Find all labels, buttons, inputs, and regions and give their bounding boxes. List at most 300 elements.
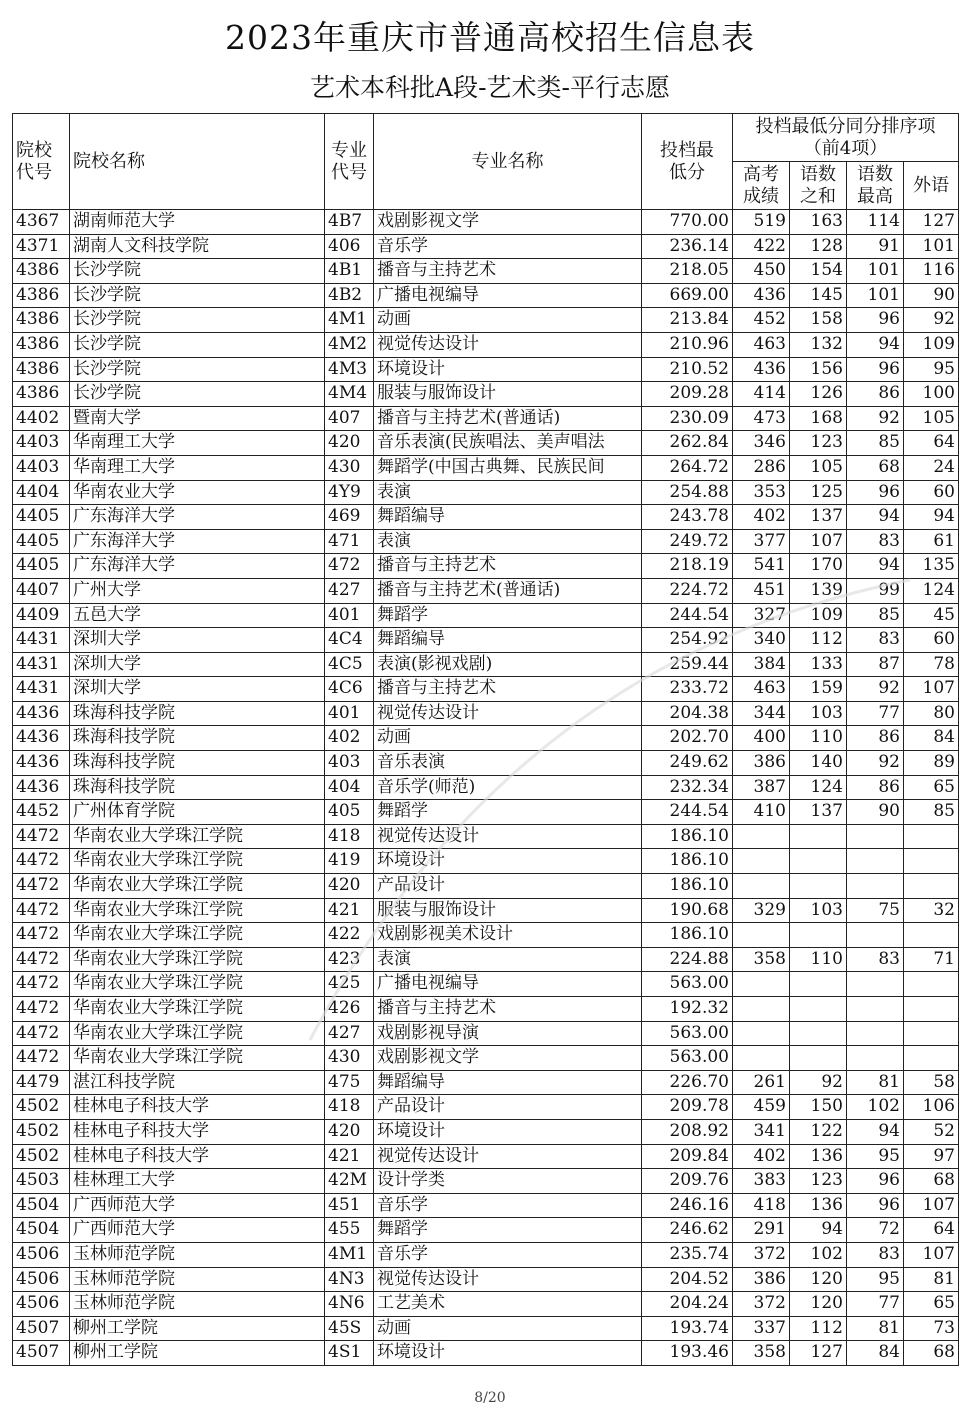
cell-school-name: 华南农业大学珠江学院: [70, 849, 325, 874]
cell-min-score: 235.74: [642, 1242, 733, 1267]
table-row: [13, 357, 959, 382]
cell-min-score: 193.46: [642, 1341, 733, 1366]
cell-major-name: 环境设计: [374, 1119, 642, 1144]
cell-major-name: 舞蹈学: [374, 800, 642, 825]
cell-yushu-max: 81: [847, 1316, 904, 1341]
cell-yushu-max: 92: [847, 677, 904, 702]
cell-school-code: 4431: [13, 628, 70, 653]
cell-major-code: 4M4: [325, 382, 374, 407]
cell-major-code: 420: [325, 1119, 374, 1144]
cell-school-name: 五邑大学: [70, 603, 325, 628]
cell-major-code: 406: [325, 234, 374, 259]
cell-yushu-max: 101: [847, 259, 904, 284]
cell-min-score: 232.34: [642, 775, 733, 800]
cell-major-code: 430: [325, 1046, 374, 1071]
cell-min-score: 563.00: [642, 1046, 733, 1071]
cell-yushu-sum: [790, 923, 847, 948]
table-row: [13, 898, 959, 923]
cell-gaokao: 383: [733, 1169, 790, 1194]
cell-yushu-max: 96: [847, 480, 904, 505]
cell-yushu-max: 77: [847, 1292, 904, 1317]
cell-school-code: 4503: [13, 1169, 70, 1194]
cell-school-code: 4472: [13, 947, 70, 972]
cell-major-name: 戏剧影视导演: [374, 1021, 642, 1046]
cell-yushu-sum: 125: [790, 480, 847, 505]
cell-gaokao: 353: [733, 480, 790, 505]
cell-major-name: 表演: [374, 529, 642, 554]
cell-yushu-sum: 158: [790, 308, 847, 333]
cell-yushu-max: 86: [847, 382, 904, 407]
cell-yushu-sum: 126: [790, 382, 847, 407]
table-row: [13, 800, 959, 825]
table-row: [13, 382, 959, 407]
cell-waiyu: [904, 997, 959, 1022]
cell-min-score: 254.88: [642, 480, 733, 505]
cell-waiyu: 65: [904, 1292, 959, 1317]
cell-major-name: 视觉传达设计: [374, 701, 642, 726]
cell-yushu-sum: 132: [790, 332, 847, 357]
cell-major-code: 4M3: [325, 357, 374, 382]
cell-major-code: 420: [325, 431, 374, 456]
cell-school-name: 长沙学院: [70, 308, 325, 333]
cell-school-code: 4436: [13, 726, 70, 751]
cell-gaokao: 372: [733, 1292, 790, 1317]
cell-major-code: 4C6: [325, 677, 374, 702]
header-major-name: 专业名称: [374, 114, 642, 210]
cell-min-score: 264.72: [642, 455, 733, 480]
table-row: [13, 234, 959, 259]
cell-min-score: 224.88: [642, 947, 733, 972]
cell-yushu-max: 96: [847, 1169, 904, 1194]
cell-school-name: 柳州工学院: [70, 1316, 325, 1341]
cell-yushu-sum: 110: [790, 726, 847, 751]
cell-yushu-max: 83: [847, 628, 904, 653]
cell-yushu-max: 95: [847, 1144, 904, 1169]
cell-gaokao: [733, 1021, 790, 1046]
cell-min-score: 209.78: [642, 1095, 733, 1120]
cell-gaokao: 452: [733, 308, 790, 333]
cell-school-code: 4371: [13, 234, 70, 259]
header-gaokao-text: 高考成绩: [743, 163, 779, 207]
cell-waiyu: 90: [904, 283, 959, 308]
table-row: [13, 677, 959, 702]
cell-waiyu: [904, 1021, 959, 1046]
cell-waiyu: 95: [904, 357, 959, 382]
cell-school-code: 4404: [13, 480, 70, 505]
cell-yushu-max: 96: [847, 308, 904, 333]
cell-waiyu: 52: [904, 1119, 959, 1144]
table-row: [13, 480, 959, 505]
cell-gaokao: 291: [733, 1218, 790, 1243]
cell-yushu-max: [847, 824, 904, 849]
table-row: [13, 1070, 959, 1095]
cell-school-name: 深圳大学: [70, 652, 325, 677]
cell-major-name: 舞蹈编导: [374, 1070, 642, 1095]
cell-major-name: 戏剧影视美术设计: [374, 923, 642, 948]
cell-min-score: 192.32: [642, 997, 733, 1022]
cell-major-code: 430: [325, 455, 374, 480]
cell-yushu-max: [847, 874, 904, 899]
cell-min-score: 186.10: [642, 849, 733, 874]
cell-gaokao: 329: [733, 898, 790, 923]
cell-gaokao: 337: [733, 1316, 790, 1341]
cell-min-score: 186.10: [642, 923, 733, 948]
cell-school-name: 桂林理工大学: [70, 1169, 325, 1194]
cell-school-name: 长沙学院: [70, 259, 325, 284]
cell-min-score: 204.38: [642, 701, 733, 726]
cell-waiyu: 101: [904, 234, 959, 259]
cell-gaokao: 340: [733, 628, 790, 653]
cell-major-code: 420: [325, 874, 374, 899]
cell-yushu-sum: [790, 1046, 847, 1071]
cell-yushu-sum: 139: [790, 578, 847, 603]
cell-min-score: 209.76: [642, 1169, 733, 1194]
cell-yushu-sum: 102: [790, 1242, 847, 1267]
cell-waiyu: 32: [904, 898, 959, 923]
cell-waiyu: 116: [904, 259, 959, 284]
cell-yushu-sum: [790, 874, 847, 899]
cell-yushu-max: 83: [847, 1242, 904, 1267]
cell-yushu-max: 94: [847, 554, 904, 579]
cell-major-name: 产品设计: [374, 1095, 642, 1120]
cell-waiyu: [904, 824, 959, 849]
cell-yushu-max: 81: [847, 1070, 904, 1095]
cell-yushu-max: 92: [847, 751, 904, 776]
table-row: [13, 1046, 959, 1071]
table-row: [13, 529, 959, 554]
cell-school-code: 4504: [13, 1193, 70, 1218]
cell-major-name: 广播电视编导: [374, 283, 642, 308]
cell-major-code: 4Y9: [325, 480, 374, 505]
cell-waiyu: [904, 972, 959, 997]
cell-major-name: 环境设计: [374, 849, 642, 874]
cell-gaokao: 344: [733, 701, 790, 726]
cell-major-name: 动画: [374, 308, 642, 333]
cell-min-score: 249.62: [642, 751, 733, 776]
cell-gaokao: 327: [733, 603, 790, 628]
cell-school-code: 4507: [13, 1341, 70, 1366]
cell-waiyu: 109: [904, 332, 959, 357]
cell-waiyu: 85: [904, 800, 959, 825]
cell-yushu-sum: 168: [790, 406, 847, 431]
cell-yushu-sum: 103: [790, 898, 847, 923]
table-row: [13, 1316, 959, 1341]
cell-yushu-max: 92: [847, 406, 904, 431]
cell-major-code: 405: [325, 800, 374, 825]
header-major-code: [325, 114, 374, 210]
cell-major-code: 4M1: [325, 1242, 374, 1267]
cell-gaokao: 386: [733, 1267, 790, 1292]
cell-yushu-sum: [790, 997, 847, 1022]
table-row: [13, 997, 959, 1022]
cell-min-score: 226.70: [642, 1070, 733, 1095]
cell-yushu-max: [847, 972, 904, 997]
header-tiebreak-text: 投档最低分同分排序项（前4项）: [755, 115, 936, 159]
cell-school-name: 珠海科技学院: [70, 775, 325, 800]
cell-major-code: 4C4: [325, 628, 374, 653]
cell-major-name: 表演: [374, 480, 642, 505]
cell-gaokao: [733, 824, 790, 849]
cell-school-code: 4407: [13, 578, 70, 603]
cell-waiyu: 105: [904, 406, 959, 431]
cell-major-name: 舞蹈学(中国古典舞、民族民间: [374, 455, 642, 480]
cell-gaokao: 451: [733, 578, 790, 603]
cell-school-code: 4405: [13, 554, 70, 579]
table-row: [13, 701, 959, 726]
cell-major-code: 469: [325, 505, 374, 530]
cell-major-code: 471: [325, 529, 374, 554]
cell-major-name: 视觉传达设计: [374, 824, 642, 849]
cell-gaokao: 436: [733, 283, 790, 308]
cell-gaokao: [733, 972, 790, 997]
cell-major-code: 423: [325, 947, 374, 972]
cell-school-name: 深圳大学: [70, 628, 325, 653]
header-min-score: [642, 114, 733, 210]
header-school-name: 院校名称: [70, 114, 325, 210]
cell-waiyu: 107: [904, 1242, 959, 1267]
cell-waiyu: 94: [904, 505, 959, 530]
cell-yushu-sum: 107: [790, 529, 847, 554]
cell-major-name: 服装与服饰设计: [374, 382, 642, 407]
cell-school-code: 4472: [13, 1021, 70, 1046]
cell-major-name: 戏剧影视文学: [374, 1046, 642, 1071]
cell-yushu-sum: 94: [790, 1218, 847, 1243]
cell-yushu-sum: 123: [790, 431, 847, 456]
page-number: 8/20: [474, 1390, 506, 1406]
cell-min-score: 218.05: [642, 259, 733, 284]
table-row: [13, 1292, 959, 1317]
cell-yushu-sum: [790, 849, 847, 874]
cell-major-name: 音乐学(师范): [374, 775, 642, 800]
cell-gaokao: 436: [733, 357, 790, 382]
cell-major-name: 表演(影视戏剧): [374, 652, 642, 677]
cell-major-code: 418: [325, 824, 374, 849]
cell-major-code: 4B1: [325, 259, 374, 284]
cell-major-name: 音乐学: [374, 1193, 642, 1218]
cell-yushu-max: 85: [847, 603, 904, 628]
cell-school-name: 湖南师范大学: [70, 210, 325, 235]
table-row: [13, 1267, 959, 1292]
cell-major-code: 426: [325, 997, 374, 1022]
cell-gaokao: 473: [733, 406, 790, 431]
cell-major-code: 472: [325, 554, 374, 579]
cell-yushu-sum: 133: [790, 652, 847, 677]
cell-yushu-sum: 123: [790, 1169, 847, 1194]
cell-major-name: 音乐学: [374, 234, 642, 259]
table-row: [13, 923, 959, 948]
cell-major-code: 4N6: [325, 1292, 374, 1317]
table-row: [13, 259, 959, 284]
cell-yushu-max: 96: [847, 1193, 904, 1218]
cell-waiyu: 84: [904, 726, 959, 751]
cell-waiyu: 92: [904, 308, 959, 333]
cell-major-code: 401: [325, 701, 374, 726]
cell-school-code: 4472: [13, 898, 70, 923]
cell-major-name: 播音与主持艺术: [374, 997, 642, 1022]
cell-major-name: 播音与主持艺术: [374, 554, 642, 579]
cell-yushu-sum: 140: [790, 751, 847, 776]
cell-min-score: 186.10: [642, 824, 733, 849]
cell-yushu-max: 102: [847, 1095, 904, 1120]
cell-yushu-sum: 159: [790, 677, 847, 702]
header-tiebreak-group: [733, 114, 959, 162]
cell-yushu-sum: 137: [790, 505, 847, 530]
cell-school-name: 桂林电子科技大学: [70, 1119, 325, 1144]
cell-gaokao: 450: [733, 259, 790, 284]
cell-gaokao: 384: [733, 652, 790, 677]
table-row: [13, 1169, 959, 1194]
cell-school-code: 4386: [13, 259, 70, 284]
table-row: [13, 1021, 959, 1046]
table-row: [13, 1095, 959, 1120]
table-body: [13, 210, 959, 1366]
cell-min-score: 210.96: [642, 332, 733, 357]
cell-waiyu: [904, 1046, 959, 1071]
cell-yushu-max: 86: [847, 775, 904, 800]
admission-table: [12, 113, 959, 1366]
cell-min-score: 236.14: [642, 234, 733, 259]
cell-school-code: 4452: [13, 800, 70, 825]
cell-major-code: 407: [325, 406, 374, 431]
cell-school-code: 4502: [13, 1095, 70, 1120]
cell-gaokao: 402: [733, 505, 790, 530]
cell-school-code: 4409: [13, 603, 70, 628]
cell-school-name: 华南农业大学珠江学院: [70, 947, 325, 972]
cell-yushu-max: 94: [847, 332, 904, 357]
cell-major-name: 播音与主持艺术(普通话): [374, 578, 642, 603]
cell-school-name: 广东海洋大学: [70, 529, 325, 554]
cell-school-code: 4386: [13, 283, 70, 308]
cell-school-name: 长沙学院: [70, 332, 325, 357]
cell-min-score: 230.09: [642, 406, 733, 431]
cell-school-code: 4405: [13, 505, 70, 530]
cell-major-code: 4S1: [325, 1341, 374, 1366]
cell-major-code: 404: [325, 775, 374, 800]
cell-school-name: 华南农业大学珠江学院: [70, 997, 325, 1022]
cell-yushu-sum: 105: [790, 455, 847, 480]
cell-yushu-sum: 127: [790, 1341, 847, 1366]
table-row: [13, 726, 959, 751]
cell-major-name: 动画: [374, 1316, 642, 1341]
cell-waiyu: 71: [904, 947, 959, 972]
cell-yushu-max: 90: [847, 800, 904, 825]
cell-school-name: 湛江科技学院: [70, 1070, 325, 1095]
cell-gaokao: 422: [733, 234, 790, 259]
cell-yushu-max: 87: [847, 652, 904, 677]
header-yushu-max-text: 语数最高: [857, 163, 893, 207]
table-row: [13, 332, 959, 357]
cell-min-score: 224.72: [642, 578, 733, 603]
cell-waiyu: 107: [904, 677, 959, 702]
cell-yushu-sum: 103: [790, 701, 847, 726]
cell-min-score: 208.92: [642, 1119, 733, 1144]
cell-school-code: 4506: [13, 1292, 70, 1317]
cell-waiyu: 80: [904, 701, 959, 726]
cell-gaokao: 402: [733, 1144, 790, 1169]
cell-yushu-max: 75: [847, 898, 904, 923]
table-row: [13, 849, 959, 874]
header-school-code-text: 院校代号: [16, 139, 52, 183]
cell-major-name: 戏剧影视文学: [374, 210, 642, 235]
cell-major-code: 427: [325, 578, 374, 603]
cell-major-code: 401: [325, 603, 374, 628]
cell-yushu-max: 91: [847, 234, 904, 259]
cell-major-name: 动画: [374, 726, 642, 751]
table-row: [13, 505, 959, 530]
table-row: [13, 1144, 959, 1169]
cell-yushu-max: 114: [847, 210, 904, 235]
cell-waiyu: 68: [904, 1169, 959, 1194]
cell-gaokao: [733, 1046, 790, 1071]
cell-school-code: 4367: [13, 210, 70, 235]
cell-school-code: 4402: [13, 406, 70, 431]
table-row: [13, 554, 959, 579]
table-row: [13, 283, 959, 308]
cell-yushu-sum: 112: [790, 628, 847, 653]
table-row: [13, 628, 959, 653]
cell-min-score: 246.62: [642, 1218, 733, 1243]
cell-min-score: 233.72: [642, 677, 733, 702]
cell-school-name: 华南农业大学珠江学院: [70, 923, 325, 948]
cell-school-name: 桂林电子科技大学: [70, 1144, 325, 1169]
cell-gaokao: 418: [733, 1193, 790, 1218]
cell-yushu-max: 68: [847, 455, 904, 480]
table-row: [13, 824, 959, 849]
cell-major-code: 4N3: [325, 1267, 374, 1292]
cell-min-score: 563.00: [642, 972, 733, 997]
cell-major-code: 4M2: [325, 332, 374, 357]
header-school-code: [13, 114, 70, 210]
cell-major-code: 4C5: [325, 652, 374, 677]
cell-yushu-max: 84: [847, 1341, 904, 1366]
cell-major-name: 播音与主持艺术(普通话): [374, 406, 642, 431]
cell-school-name: 广西师范大学: [70, 1218, 325, 1243]
cell-gaokao: 414: [733, 382, 790, 407]
cell-waiyu: 124: [904, 578, 959, 603]
cell-waiyu: 97: [904, 1144, 959, 1169]
cell-min-score: 209.28: [642, 382, 733, 407]
header-min-score-text: 投档最低分: [660, 139, 714, 183]
cell-min-score: 190.68: [642, 898, 733, 923]
cell-major-code: 421: [325, 1144, 374, 1169]
cell-school-code: 4431: [13, 677, 70, 702]
cell-school-name: 珠海科技学院: [70, 701, 325, 726]
cell-major-name: 舞蹈编导: [374, 505, 642, 530]
table-row: [13, 308, 959, 333]
cell-min-score: 204.52: [642, 1267, 733, 1292]
table-row: [13, 874, 959, 899]
cell-gaokao: 261: [733, 1070, 790, 1095]
cell-school-name: 桂林电子科技大学: [70, 1095, 325, 1120]
cell-yushu-sum: 150: [790, 1095, 847, 1120]
cell-min-score: 213.84: [642, 308, 733, 333]
cell-waiyu: [904, 874, 959, 899]
table-row: [13, 1218, 959, 1243]
cell-school-name: 湖南人文科技学院: [70, 234, 325, 259]
cell-major-code: 422: [325, 923, 374, 948]
cell-school-code: 4436: [13, 701, 70, 726]
cell-yushu-sum: 92: [790, 1070, 847, 1095]
cell-gaokao: 346: [733, 431, 790, 456]
cell-yushu-sum: 122: [790, 1119, 847, 1144]
cell-major-name: 产品设计: [374, 874, 642, 899]
cell-major-code: 427: [325, 1021, 374, 1046]
cell-yushu-max: 72: [847, 1218, 904, 1243]
table-row: [13, 1193, 959, 1218]
cell-school-name: 玉林师范学院: [70, 1292, 325, 1317]
cell-yushu-max: 83: [847, 947, 904, 972]
cell-major-name: 表演: [374, 947, 642, 972]
